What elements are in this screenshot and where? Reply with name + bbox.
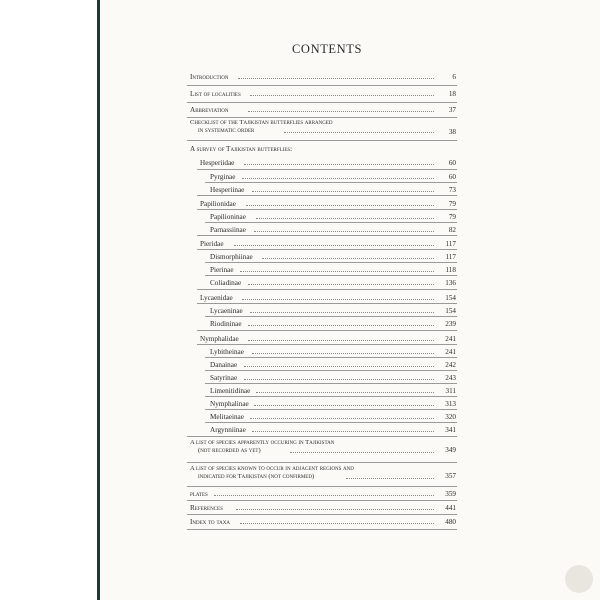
leader-dots xyxy=(250,95,434,96)
leader-dots xyxy=(250,418,434,419)
divider xyxy=(197,249,457,250)
leader-dots xyxy=(214,495,434,496)
divider xyxy=(205,275,457,276)
toc-label: Pierinae xyxy=(210,266,234,274)
divider xyxy=(205,422,457,423)
toc-entry-adjacent-regions xyxy=(190,465,456,485)
toc-label: List of localities xyxy=(190,90,241,98)
toc-label-line1: A list of species known to occur in adjacent regions and xyxy=(190,465,354,472)
toc-label: Argynniinae xyxy=(210,426,246,434)
leader-dots xyxy=(262,258,434,259)
toc-label-line1: A list of species apparently occuring in Tajikistan xyxy=(190,439,335,446)
toc-page: 154 xyxy=(445,307,456,315)
toc-page: 341 xyxy=(445,426,456,434)
toc-page: 242 xyxy=(445,361,456,369)
toc-page: 38 xyxy=(448,128,456,136)
toc-entry-hesperiidae xyxy=(190,157,456,169)
divider xyxy=(187,85,457,86)
toc-label: Lycaenidae xyxy=(200,294,233,302)
toc-page: 359 xyxy=(445,490,456,498)
divider xyxy=(187,462,457,463)
toc-entry-argynniinae xyxy=(190,424,456,436)
toc-page: 239 xyxy=(445,320,456,328)
toc-page: 117 xyxy=(445,240,456,248)
divider xyxy=(187,486,457,487)
toc-label-line2: (not recorded as yet) xyxy=(198,447,261,454)
toc-entry-checklist xyxy=(190,119,456,145)
leader-dots xyxy=(256,218,434,219)
leader-dots xyxy=(252,191,434,192)
toc-label: Pyrginae xyxy=(210,173,236,181)
divider xyxy=(187,514,457,515)
toc-entry-riodininae xyxy=(190,318,456,330)
leader-dots xyxy=(234,245,434,246)
toc-page: 241 xyxy=(445,335,456,343)
toc-entry-index xyxy=(190,516,456,528)
leader-dots xyxy=(346,478,434,479)
toc-page: 37 xyxy=(448,106,456,114)
divider xyxy=(187,529,457,530)
toc-entry-coliadinae xyxy=(190,277,456,289)
leader-dots xyxy=(248,111,434,112)
divider xyxy=(187,140,457,141)
leader-dots xyxy=(244,164,434,165)
toc-entry-plates xyxy=(190,488,456,500)
toc-label: Satyrinae xyxy=(210,374,238,382)
toc-label: Pieridae xyxy=(200,240,224,248)
leader-dots xyxy=(244,366,434,367)
toc-page: 320 xyxy=(445,413,456,421)
toc-label: Hesperiidae xyxy=(200,159,235,167)
leader-dots xyxy=(284,132,434,133)
divider xyxy=(197,195,457,196)
toc-label-line1: Checklist of the Tajikistan butterflies arranged xyxy=(190,119,333,126)
leader-dots xyxy=(244,379,434,380)
leader-dots xyxy=(236,509,434,510)
toc-page: 480 xyxy=(445,518,456,526)
leader-dots xyxy=(290,452,434,453)
toc-label: Melitaeinae xyxy=(210,413,244,421)
toc-label: plates xyxy=(190,490,208,498)
leader-dots xyxy=(240,271,434,272)
divider xyxy=(205,383,457,384)
page-title: CONTENTS xyxy=(292,42,363,56)
divider xyxy=(197,235,457,236)
toc-label: Introduction xyxy=(190,73,229,81)
toc-page: 79 xyxy=(448,200,456,208)
leader-dots xyxy=(242,178,434,179)
toc-label: Papilioninae xyxy=(210,213,246,221)
divider xyxy=(205,316,457,317)
divider xyxy=(205,370,457,371)
stamp-emblem-icon xyxy=(565,565,593,593)
toc-label: Coliadinae xyxy=(210,279,242,287)
toc-page: 79 xyxy=(448,213,456,221)
divider xyxy=(197,169,457,170)
toc-page: 357 xyxy=(445,472,456,480)
toc-label: Limenitidinae xyxy=(210,387,251,395)
toc-page: 136 xyxy=(445,279,456,287)
toc-label: Nymphalinae xyxy=(210,400,249,408)
toc-entry-introduction xyxy=(190,71,456,83)
toc-entry-abbreviation xyxy=(190,104,456,116)
toc-page: 60 xyxy=(448,159,456,167)
toc-label: Riodininae xyxy=(210,320,242,328)
toc-page: 349 xyxy=(445,446,456,454)
divider xyxy=(187,117,457,118)
toc-page: 241 xyxy=(445,348,456,356)
divider xyxy=(205,222,457,223)
divider xyxy=(205,357,457,358)
leader-dots xyxy=(254,231,434,232)
divider xyxy=(197,344,457,345)
leader-dots xyxy=(242,299,434,300)
toc-label-line2: in systematic order xyxy=(198,127,255,134)
toc-page: 73 xyxy=(448,186,456,194)
toc-label: References xyxy=(190,504,223,512)
divider xyxy=(187,102,457,103)
toc-label: Nymphalidae xyxy=(200,335,239,343)
toc-page: 60 xyxy=(448,173,456,181)
toc-label: Lycaeninae xyxy=(210,307,243,315)
toc-page: 311 xyxy=(445,387,456,395)
leader-dots xyxy=(248,340,434,341)
book-spine xyxy=(0,0,100,600)
divider xyxy=(205,396,457,397)
leader-dots xyxy=(252,353,434,354)
toc-page: 82 xyxy=(448,226,456,234)
divider xyxy=(187,436,457,437)
toc-entry-localities xyxy=(190,88,456,100)
toc-page: 313 xyxy=(445,400,456,408)
leader-dots xyxy=(252,431,434,432)
divider xyxy=(205,409,457,410)
toc-label: Parnassiinae xyxy=(210,226,246,234)
leader-dots xyxy=(250,312,434,313)
leader-dots xyxy=(248,284,434,285)
toc-label-line2: indicated for Tajikistan (not confirmed) xyxy=(198,473,315,480)
toc-label: Index to taxa xyxy=(190,518,230,526)
toc-entry-references xyxy=(190,502,456,514)
leader-dots xyxy=(240,523,434,524)
toc-label: Abbreviation xyxy=(190,106,229,114)
toc-entry-survey xyxy=(190,143,456,155)
leader-dots xyxy=(248,325,434,326)
toc-page: 154 xyxy=(445,294,456,302)
toc-label: Lybitheinae xyxy=(210,348,244,356)
toc-label: Danainae xyxy=(210,361,238,369)
divider xyxy=(187,500,457,501)
toc-page: 18 xyxy=(448,90,456,98)
divider xyxy=(205,262,457,263)
toc-entry-apparently-occurring xyxy=(190,439,456,459)
leader-dots xyxy=(254,405,434,406)
leader-dots xyxy=(246,205,434,206)
divider xyxy=(197,209,457,210)
divider xyxy=(197,330,457,331)
toc-page: 243 xyxy=(445,374,456,382)
toc-label: Hesperiinae xyxy=(210,186,245,194)
divider xyxy=(197,289,457,290)
leader-dots xyxy=(256,392,434,393)
toc-label: Dismorphiinae xyxy=(210,253,253,261)
toc-page: 6 xyxy=(452,73,456,81)
divider xyxy=(197,303,457,304)
toc-label: Papilionidae xyxy=(200,200,236,208)
divider xyxy=(205,182,457,183)
leader-dots xyxy=(238,78,434,79)
toc-page: 118 xyxy=(445,266,456,274)
toc-page: 441 xyxy=(445,504,456,512)
toc-page: 117 xyxy=(445,253,456,261)
toc-label: A survey of Tajikistan butterflies: xyxy=(190,145,293,153)
